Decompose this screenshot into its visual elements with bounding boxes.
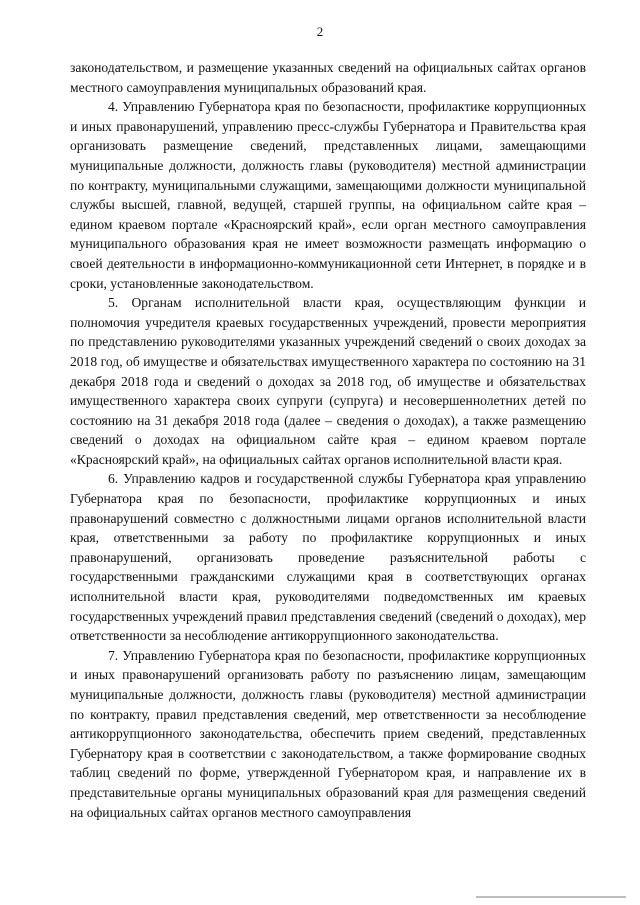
page-number: 2: [316, 24, 324, 39]
scan-edge-mark: [476, 896, 626, 898]
paragraph-item-6: 6. Управлению кадров и государственной службы Губернатора края управлению Губернатора края по безопасности, профилактике коррупционных и иных правонарушений совместно с должностными лицами органов исполнительной власти края, ответственными за работу по профилактике коррупционных и иных правонарушений, организовать проведение разъяснительной работы с государственными гражданскими служащими края в соответствующих органах исполнительной власти края, руководителями подведомственных им краевых государственных учреждений правил представления сведений (сведений о доходах), мер ответственности за несоблюдение антикоррупционного законодательства.: [70, 471, 586, 644]
paragraph-item-4: 4. Управлению Губернатора края по безопасности, профилактике коррупционных и иных правонарушений, управлению пресс-службы Губернатора и Правительства края организовать размещение сведений, представленных лицами, замещающими муниципальные должности, должность главы (руководителя) местной администрации по контракту, муниципальными служащими, замещающими должности муниципальной службы высшей, главной, ведущей, старшей группы, на официальном сайте края – едином краевом портале «Красноярский край», если орган местного самоуправления муниципального образования края не имеет возможности размещать информацию о своей деятельности в информационно-коммуникационной сети Интернет, в порядке и в сроки, установленные законодательством.: [70, 99, 586, 291]
paragraph-item-5: 5. Органам исполнительной власти края, осуществляющим функции и полномочия учредителя краевых государственных учреждений, провести мероприятия по представлению руководителями указанных учреждений сведений о своих доходах за 2018 год, об имуществе и обязательствах имущественного характера по состоянию на 31 декабря 2018 года и сведений о доходах за 2018 год, об имуществе и обязательствах имущественного характера своих супруги (супруга) и несовершеннолетних детей по состоянию на 31 декабря 2018 года (далее – сведения о доходах), а также размещению сведений о доходах на официальном сайте края – едином краевом портале «Красноярский край», на официальных сайтах органов исполнительной власти края.: [70, 295, 586, 467]
paragraph-continuation: законодательством, и размещение указанных сведений на официальных сайтах органов местного самоуправления муниципальных образований края.: [70, 60, 586, 95]
paragraph-item-7: 7. Управлению Губернатора края по безопасности, профилактике коррупционных и иных правонарушений организовать работу по разъяснению лицам, замещающим муниципальные должности, должность главы (руководителя) местной администрации по контракту, правил представления сведений, мер ответственности за несоблюдение антикоррупционного законодательства, обеспечить прием сведений, представленных Губернатору края в соответствии с законодательством, а также формирование сводных таблиц сведений по форме, утвержденной Губернатором края, и направление их в представительные органы муниципальных образований края для размещения сведений на официальных сайтах органов местного самоуправления: [70, 647, 586, 820]
document-body: [70, 58, 586, 822]
